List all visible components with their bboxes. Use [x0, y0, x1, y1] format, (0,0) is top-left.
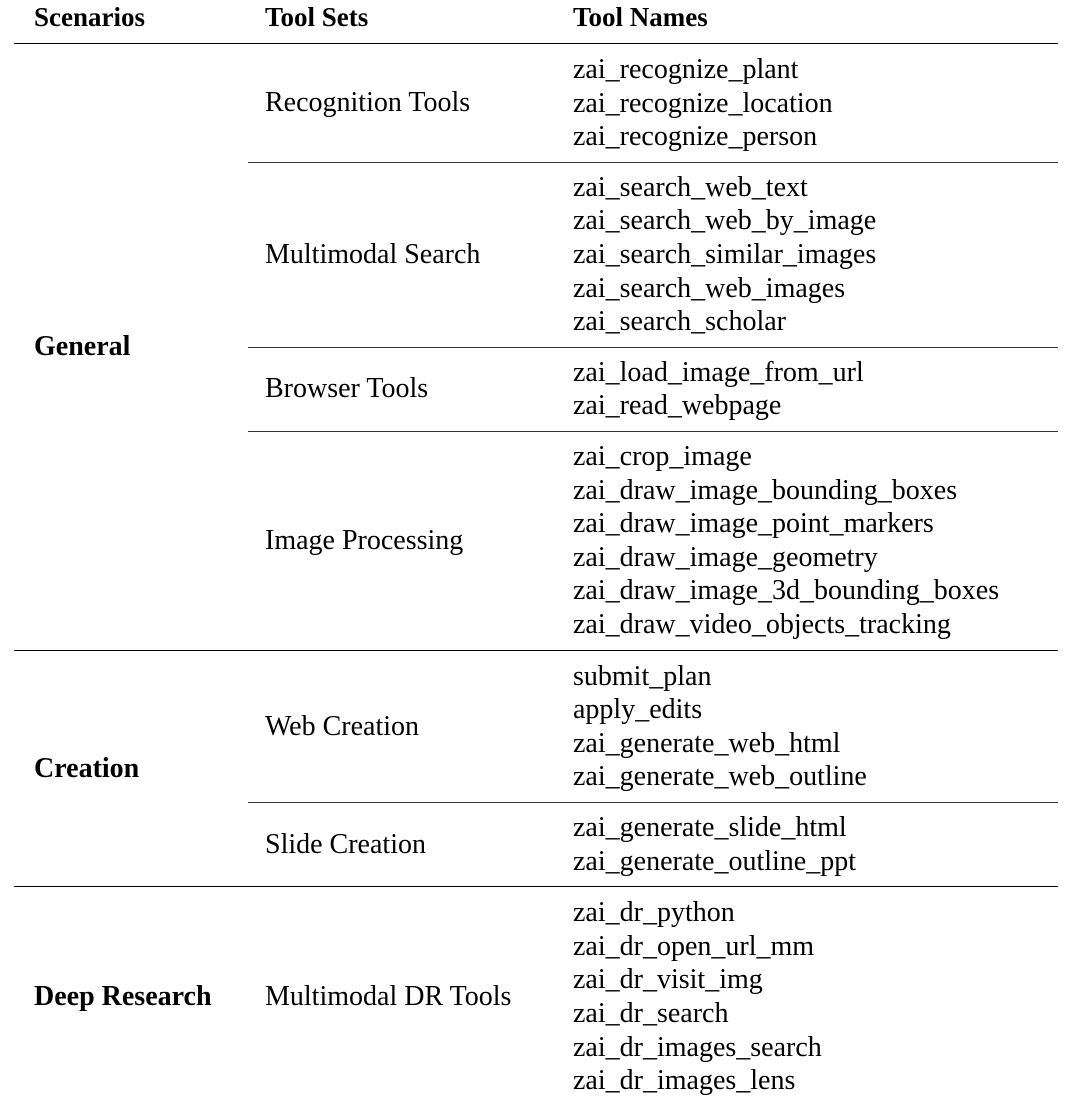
- tool-list-web-creation: [573, 652, 1073, 802]
- tool-name-zai-generate-slide-html: zai_generate_slide_html: [573, 812, 847, 843]
- tool-name-zai-dr-open-url-mm: zai_dr_open_url_mm: [573, 930, 815, 962]
- toolset-multimodal-dr-tools: Multimodal DR Tools: [265, 980, 512, 1012]
- scenario-divider: [14, 650, 1058, 651]
- scenario-creation: Creation: [34, 752, 140, 784]
- tool-name-zai-recognize-location: zai_recognize_location: [573, 87, 833, 119]
- tool-name-zai-generate-web-html: zai_generate_web_html: [573, 727, 841, 759]
- tool-list-image-processing: [573, 432, 1073, 650]
- scenario-divider: [14, 886, 1058, 887]
- toolset-recognition-tools: Recognition Tools: [265, 87, 471, 119]
- tool-name-zai-recognize-plant: zai_recognize_plant: [573, 54, 799, 85]
- tool-name-zai-generate-web-outline: zai_generate_web_outline: [573, 761, 867, 793]
- tool-name-zai-generate-outline-ppt: zai_generate_outline_ppt: [573, 845, 856, 877]
- tool-name-zai-search-scholar: zai_search_scholar: [573, 306, 786, 338]
- tool-list-multimodal-dr-tools: [573, 888, 1073, 1106]
- toolset-multimodal-search: Multimodal Search: [265, 238, 481, 270]
- tool-name-zai-search-web-images: zai_search_web_images: [573, 272, 846, 304]
- scenario-deep-research: Deep Research: [34, 980, 212, 1012]
- tool-name-zai-dr-python: zai_dr_python: [573, 897, 735, 929]
- tool-name-zai-dr-visit-img: zai_dr_visit_img: [573, 964, 763, 996]
- tool-name-zai-draw-image-geometry: zai_draw_image_geometry: [573, 541, 878, 573]
- tool-name-zai-crop-image: zai_crop_image: [573, 441, 752, 473]
- tool-name-apply-edits: apply_edits: [573, 694, 703, 726]
- tool-name-zai-search-web-by-image: zai_search_web_by_image: [573, 205, 877, 237]
- tool-name-zai-draw-image-bounding-boxes: zai_draw_image_bounding_boxes: [573, 474, 958, 506]
- toolset-slide-creation: Slide Creation: [265, 828, 426, 860]
- header-tool-sets: Tool Sets: [265, 2, 369, 32]
- tool-name-zai-draw-image-3d-bounding-boxes: zai_draw_image_3d_bounding_boxes: [573, 575, 1000, 607]
- tool-list-multimodal-search: [573, 163, 1073, 347]
- tool-list-browser-tools: [573, 348, 1073, 431]
- tool-name-submit-plan: submit_plan: [573, 660, 712, 692]
- scenario-general: General: [34, 331, 131, 363]
- toolset-web-creation: Web Creation: [265, 710, 420, 742]
- tool-name-zai-draw-video-objects-tracking: zai_draw_video_objects_tracking: [573, 608, 951, 640]
- header-rule: [14, 43, 1058, 44]
- tool-name-zai-draw-image-point-markers: zai_draw_image_point_markers: [573, 508, 934, 540]
- header-tool-names: Tool Names: [573, 2, 708, 32]
- tool-list-slide-creation: [573, 803, 1073, 886]
- tool-name-zai-load-image-from-url: zai_load_image_from_url: [573, 356, 864, 388]
- tool-name-zai-dr-images-search: zai_dr_images_search: [573, 1031, 822, 1063]
- tool-name-zai-read-webpage: zai_read_webpage: [573, 390, 782, 422]
- tool-name-zai-dr-search: zai_dr_search: [573, 997, 729, 1029]
- header-scenarios: Scenarios: [34, 2, 145, 32]
- tool-name-zai-dr-images-lens: zai_dr_images_lens: [573, 1065, 796, 1097]
- tool-name-zai-search-similar-images: zai_search_similar_images: [573, 239, 877, 270]
- toolset-image-processing: Image Processing: [265, 524, 464, 556]
- toolset-browser-tools: Browser Tools: [265, 373, 429, 405]
- tool-name-zai-search-web-text: zai_search_web_text: [573, 171, 808, 203]
- tool-name-zai-recognize-person: zai_recognize_person: [573, 121, 818, 153]
- tool-list-recognition-tools: [573, 45, 1073, 162]
